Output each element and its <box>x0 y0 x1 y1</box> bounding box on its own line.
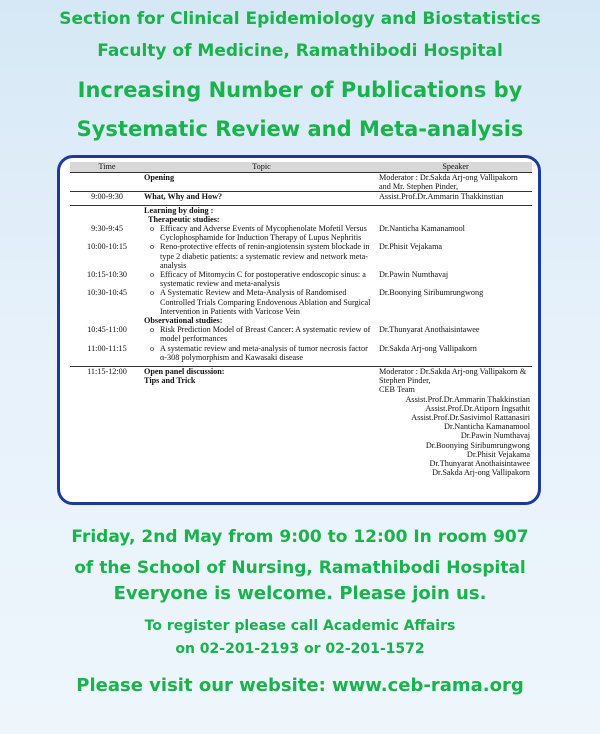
panel-time: 11:15-12:00 <box>87 367 127 377</box>
register-text: To register please call Academic Affairs <box>144 618 456 634</box>
phone-numbers: on 02-201-2193 or 02-201-1572 <box>175 641 425 657</box>
panel-topic-2: Tips and Trick <box>144 376 196 386</box>
panelist: Dr.Phisit Vejakama <box>466 449 530 459</box>
panelist: Dr.Nanticha Kamanamool <box>444 422 530 432</box>
bullet-icon: o <box>149 343 155 353</box>
website-text: Please visit our website: www.ceb-rama.org <box>76 675 524 696</box>
opening-moderator: Moderator : Dr.Sakda Arj-ong Vallipakorn <box>379 173 518 182</box>
what-topic: What, Why and How? <box>144 192 223 202</box>
table-row <box>70 288 532 316</box>
panel-moderator-2: Stephen Pinder, <box>379 376 431 386</box>
bullet-icon: o <box>149 270 155 280</box>
table-row <box>70 325 532 343</box>
what-time: 9:00-9:30 <box>91 192 123 202</box>
panelist: Dr.Pawin Numthavaj <box>460 431 530 441</box>
panel-topic: Open panel discussion: <box>144 367 225 377</box>
row-time: 10:00-10:15 <box>86 242 128 252</box>
col-speaker-header: Speaker <box>442 162 469 171</box>
row-topic: A systematic review and meta-analysis of tumor necrosis factor α-308 polymorphism and Kawasaki disease <box>160 343 368 362</box>
bullet-icon: o <box>149 224 155 234</box>
row-time: 9:30-9:45 <box>91 224 123 234</box>
row-speaker: Dr.Phisit Vejakama <box>379 242 443 252</box>
event-location: of the School of Nursing, Ramathibodi Hospital <box>74 558 526 578</box>
bullet-icon: o <box>149 288 155 298</box>
event-title-line1: Increasing Number of Publications by <box>77 78 523 102</box>
bullet-icon: o <box>149 325 155 335</box>
section-title: Section for Clinical Epidemiology and Biostatistics <box>59 9 541 29</box>
row-time: 11:00-11:15 <box>87 343 127 353</box>
learning-heading: Learning by doing : <box>144 205 214 215</box>
col-time-header: Time <box>98 162 116 171</box>
faculty-title: Faculty of Medicine, Ramathibodi Hospital <box>97 41 503 61</box>
bullet-icon: o <box>149 242 155 252</box>
panelist: Dr.Thunyarat Anothaisintawee <box>429 459 530 469</box>
opening-moderator-2: and Mr. Stephen Pinder, <box>379 182 459 192</box>
row-speaker: Dr.Thunyarat Anothaisintawee <box>379 325 480 335</box>
therapeutic-heading: Therapeutic studies: <box>148 214 220 224</box>
row-speaker: Dr.Nanticha Kamanamool <box>379 224 465 234</box>
table-row <box>70 242 532 270</box>
panelist: Assist.Prof.Dr.Atiporn Ingsathit <box>425 403 530 413</box>
panelist: Dr.Sakda Arj-ong Vallipakorn <box>432 468 530 478</box>
table-row <box>70 173 532 191</box>
observational-heading: Observational studies: <box>144 316 223 326</box>
row-time: 10:30-10:45 <box>86 288 128 298</box>
col-topic-header: Topic <box>252 162 271 171</box>
row-topic: Efficacy and Adverse Events of Mycophenolate Mofetil Versus Cyclophosphamide for Induction Therapy of Lupus Nephritis <box>160 224 367 243</box>
row-topic: A Systematic Review and Meta-Analysis of Randomised Controlled Trials Comparing Endovenous Ablation and Surgical Intervention in Patients with Varicose Vein <box>160 288 371 316</box>
what-speaker: Assist.Prof.Dr.Ammarin Thakkinstian <box>379 192 504 202</box>
table-row <box>70 215 532 224</box>
event-title-line2: Systematic Review and Meta-analysis <box>76 117 524 141</box>
table-row <box>70 191 532 201</box>
panelist: Assist.Prof.Dr.Ammarin Thakkinstian <box>405 394 530 404</box>
table-row <box>70 344 532 362</box>
welcome-text: Everyone is welcome. Please join us. <box>113 583 487 604</box>
opening-topic: Opening <box>144 173 175 182</box>
row-speaker: Dr.Sakda Arj-ong Vallipakorn <box>379 343 477 353</box>
table-header <box>70 162 532 173</box>
table-row <box>70 205 532 215</box>
row-speaker: Dr.Pawin Numthavaj <box>379 270 449 280</box>
event-date: Friday, 2nd May from 9:00 to 12:00 In room 907 <box>71 527 529 547</box>
table-row <box>70 316 532 325</box>
table-row <box>70 366 532 477</box>
table-row <box>70 224 532 242</box>
row-speaker: Dr.Boonying Siribumrungwong <box>379 288 484 298</box>
row-time: 10:15-10:30 <box>86 270 128 280</box>
schedule-panel <box>57 155 541 505</box>
row-topic: Risk Prediction Model of Breast Cancer: A systematic review of model performances <box>160 325 371 344</box>
row-topic: Reno-protective effects of renin-angiotensin system blockade in type 2 diabetic patients: a systematic review and network meta-analysis <box>160 242 370 270</box>
schedule-table <box>70 162 532 478</box>
table-row <box>70 270 532 288</box>
row-topic: Efficacy of Mitomycin C for postoperative endoscopic sinus: a systematic review and meta-analysis <box>160 270 366 289</box>
panel-moderator: Moderator : Dr.Sakda Arj-ong Vallipakorn & <box>379 367 527 377</box>
panel-team: CEB Team <box>379 385 415 395</box>
row-time: 10:45-11:00 <box>87 325 127 335</box>
panelist: Dr.Boonying Siribumrungwong <box>425 440 530 450</box>
panelist: Assist.Prof.Dr.Sasivimol Rattanasiri <box>411 413 530 423</box>
